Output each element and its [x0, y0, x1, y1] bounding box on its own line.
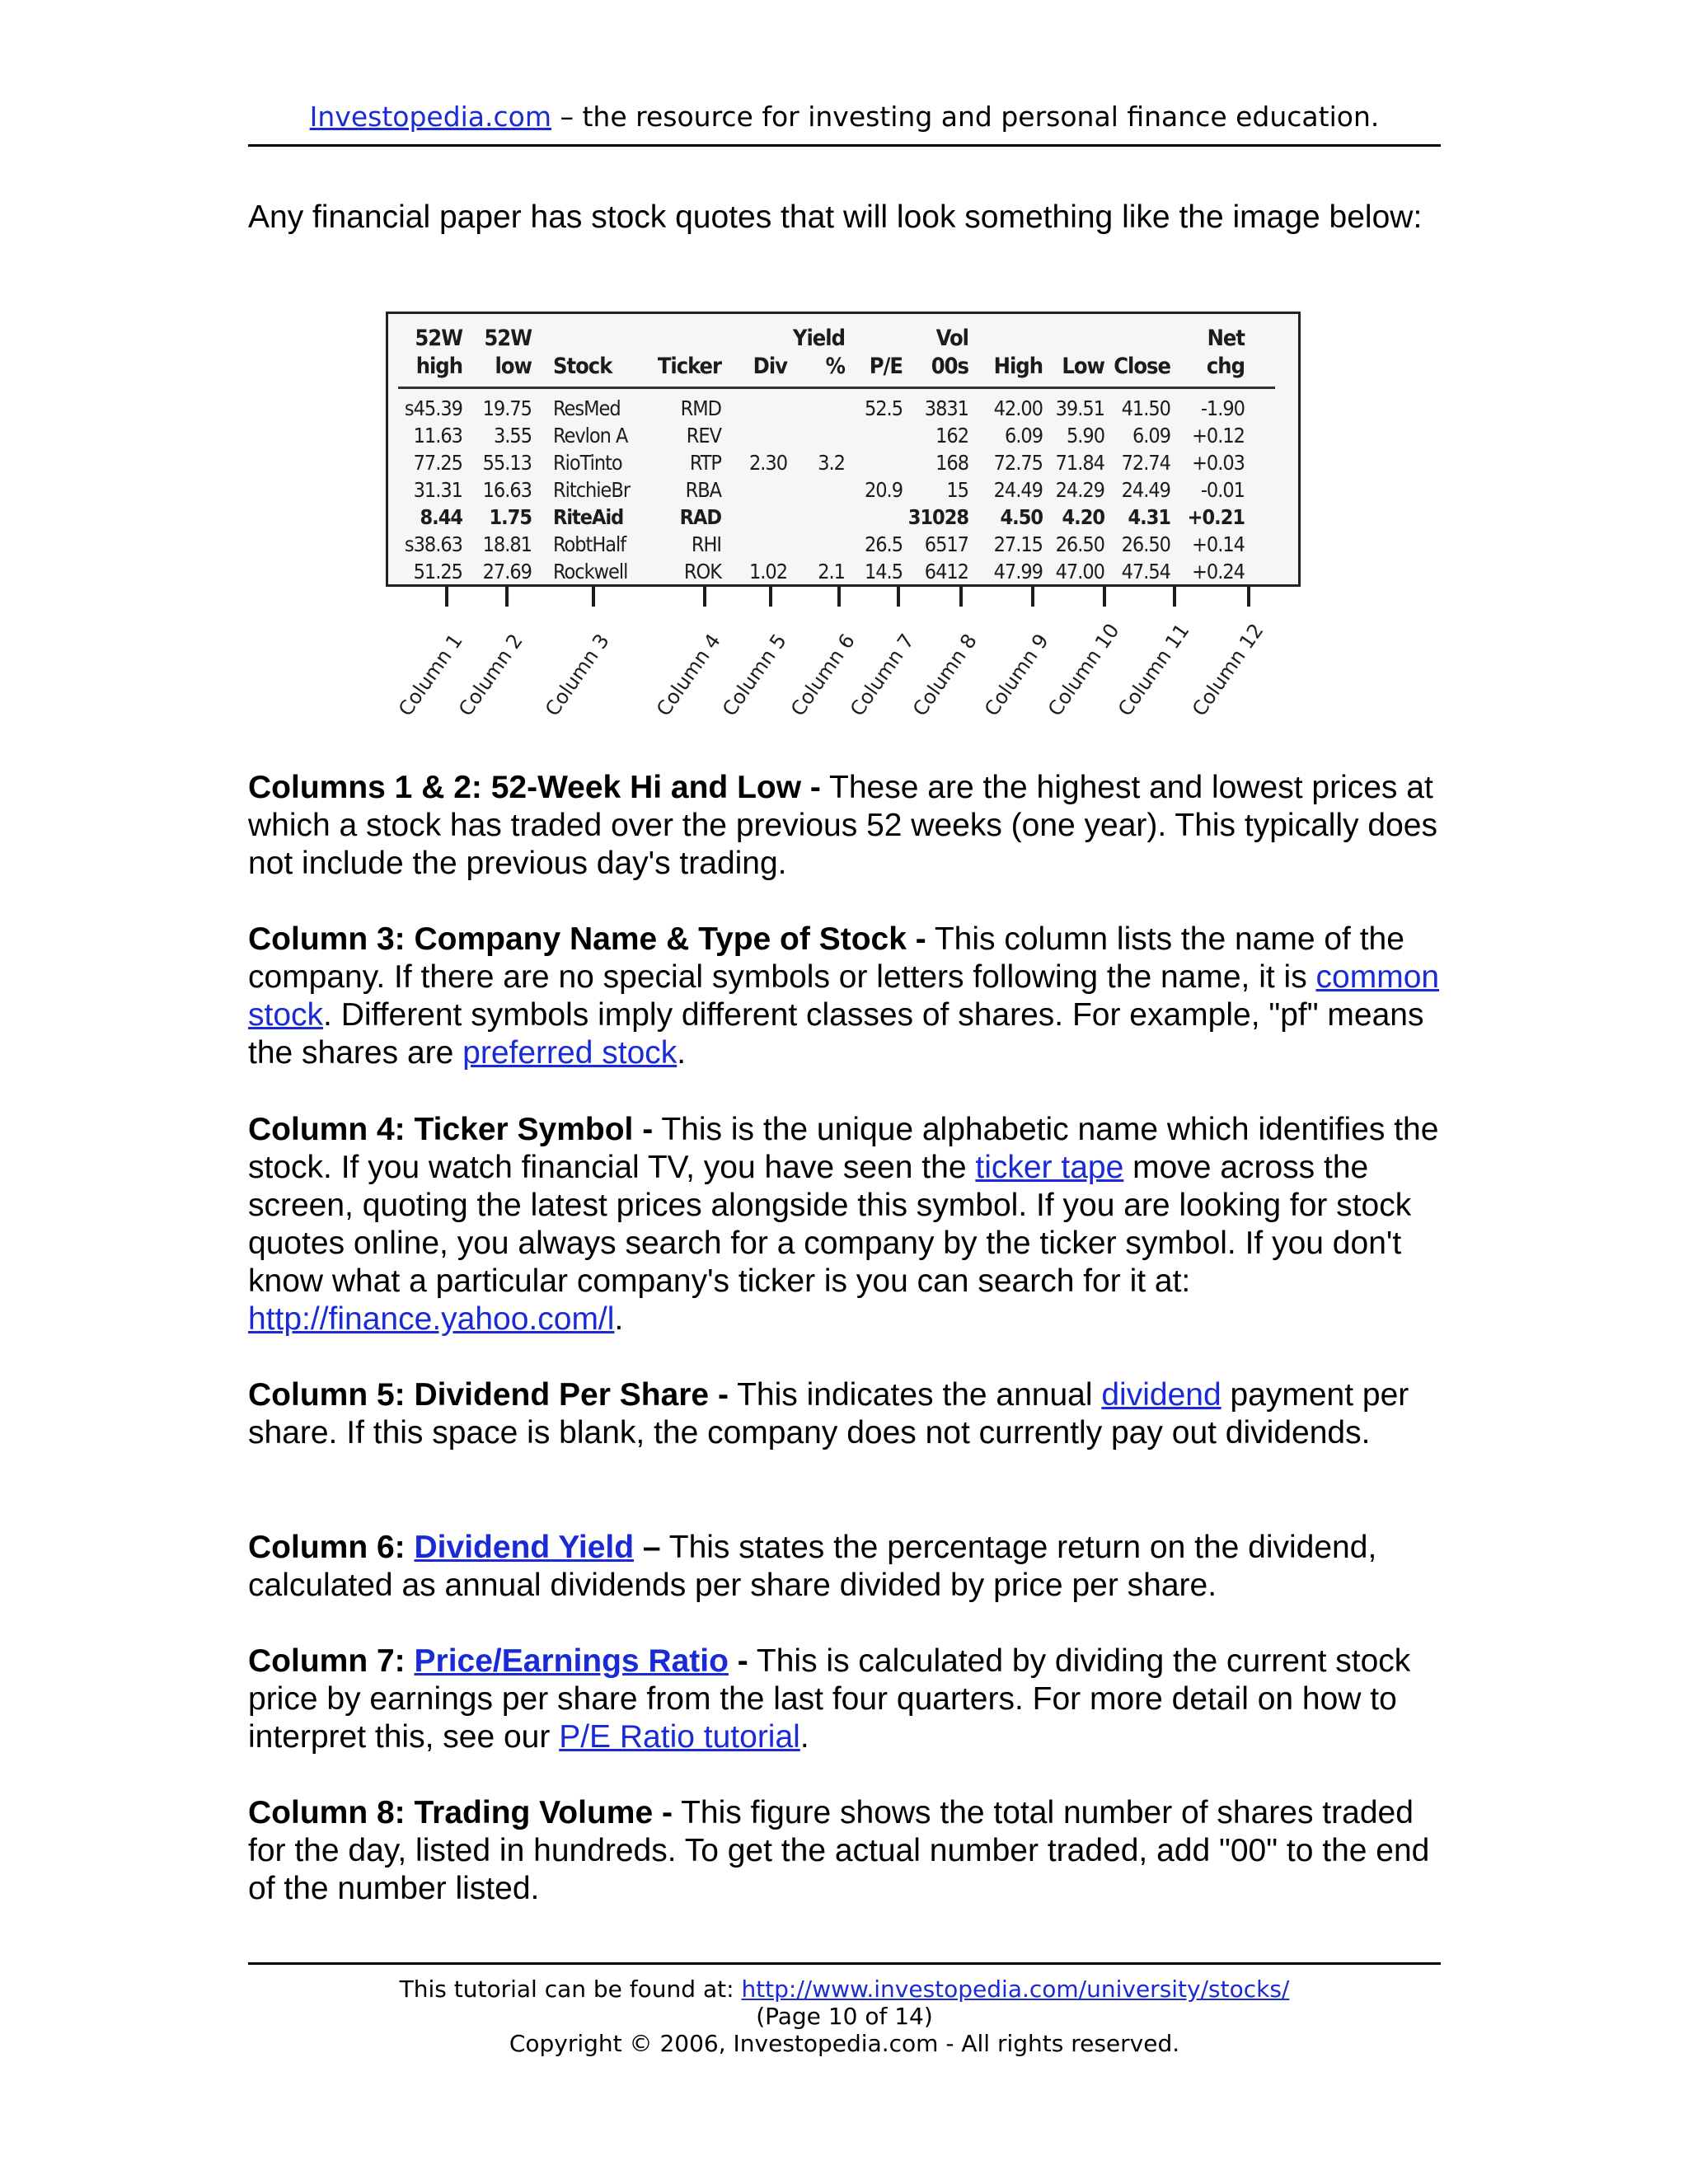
table-cell: Low [1062, 354, 1104, 379]
table-cell: 6.09 [1004, 424, 1043, 448]
stock-quote-figure [386, 312, 1301, 724]
section-title-suffix: - [728, 1643, 748, 1679]
table-cell: 47.00 [1055, 560, 1104, 583]
column-label: Column 4 [652, 629, 725, 721]
column-tick [592, 587, 595, 607]
table-cell: 1.02 [748, 560, 787, 583]
section-column-6 [248, 1529, 1443, 1605]
table-cell: RobtHalf [553, 532, 626, 556]
footer-rule [248, 1962, 1441, 1965]
table-cell: 47.54 [1121, 560, 1170, 583]
page-header [248, 97, 1441, 137]
table-cell: RioTinto [553, 451, 622, 475]
table-cell: Yield [792, 326, 845, 351]
table-cell: RAD [679, 505, 721, 529]
section-title: Column 3: Company Name & Type of Stock - [248, 921, 926, 957]
column-tick [703, 587, 706, 607]
copyright: Copyright © 2006, Investopedia.com - All rights reserved. [509, 2030, 1180, 2057]
table-cell: 72.75 [993, 451, 1043, 475]
section-column-3 [248, 921, 1443, 1072]
intro-text: Any financial paper has stock quotes that will look something like the image below: [248, 199, 1423, 235]
table-cell: 4.20 [1062, 505, 1104, 529]
column-tick [959, 587, 963, 607]
page-footer [248, 1975, 1441, 2057]
preferred-stock-link[interactable]: preferred stock [462, 1035, 678, 1071]
table-cell: +0.12 [1192, 424, 1245, 448]
table-cell: RMD [680, 396, 721, 420]
table-cell: High [993, 354, 1043, 379]
column-tick [769, 587, 772, 607]
section-text: move across the screen, quoting the latest prices alongside this symbol. If you are looking for stock quotes online, you always search for a company by the ticker symbol. If you don't know what a particular company's ticker is you can search for it at: [248, 1150, 1412, 1299]
page-number: (Page 10 of 14) [756, 2003, 933, 2030]
table-cell: Div [753, 354, 787, 379]
section-title [248, 1530, 661, 1565]
table-cell: 26.5 [864, 532, 903, 556]
yahoo-finance-link[interactable]: http://finance.yahoo.com/l [248, 1301, 615, 1337]
table-cell: low [495, 354, 532, 379]
section-title: Column 4: Ticker Symbol - [248, 1112, 654, 1147]
table-cell: RBA [685, 478, 721, 502]
section-text: This indicates the annual [728, 1377, 1102, 1413]
table-cell: 6517 [924, 532, 968, 556]
ticker-tape-link[interactable]: ticker tape [975, 1150, 1124, 1185]
table-cell: 162 [935, 424, 968, 448]
table-cell: 00s [931, 354, 968, 379]
table-cell: 24.49 [1121, 478, 1170, 502]
column-label: Column 9 [980, 629, 1053, 721]
footer-line-1 [248, 1975, 1441, 2003]
section-title: Column 5: Dividend Per Share - [248, 1377, 729, 1413]
table-cell: 52W [415, 326, 462, 351]
table-cell: 26.50 [1121, 532, 1170, 556]
table-cell: % [825, 354, 845, 379]
table-cell: 4.50 [1000, 505, 1043, 529]
table-cell: 31.31 [413, 478, 462, 502]
pe-ratio-tutorial-link[interactable]: P/E Ratio tutorial [559, 1719, 800, 1755]
stock-quote-table [386, 312, 1301, 587]
table-cell: 27.69 [482, 560, 532, 583]
table-cell: 11.63 [413, 424, 462, 448]
section-text: This is calculated by dividing the current stock price by earnings per share from the last four quarters. For more detail on how to interpret this, see our [248, 1643, 1411, 1755]
table-cell: 3.2 [818, 451, 845, 475]
column-tick [445, 587, 448, 607]
section-title: Column 8: Trading Volume - [248, 1795, 673, 1830]
table-cell: 6.09 [1132, 424, 1170, 448]
table-cell: P/E [869, 354, 903, 379]
table-cell: RiteAid [553, 505, 624, 529]
table-cell: 16.63 [482, 478, 532, 502]
table-cell: 77.25 [413, 451, 462, 475]
table-cell: RHI [691, 532, 721, 556]
column-tick [1247, 587, 1250, 607]
section-title-prefix: Column 7: [248, 1643, 415, 1679]
table-cell: 4.31 [1128, 505, 1170, 529]
table-cell: 52.5 [864, 396, 903, 420]
table-cell: 24.29 [1055, 478, 1104, 502]
pe-ratio-link[interactable]: Price/Earnings Ratio [414, 1643, 729, 1679]
column-label: Column 7 [846, 629, 919, 721]
table-cell: +0.24 [1192, 560, 1245, 583]
section-text: . [677, 1035, 687, 1071]
table-cell: s38.63 [404, 532, 462, 556]
section-title [248, 1643, 748, 1679]
column-label: Column 6 [786, 629, 860, 721]
table-cell: 19.75 [482, 396, 532, 420]
column-tick [505, 587, 509, 607]
section-title-suffix: – [634, 1530, 661, 1565]
column-label: Column 12 [1188, 619, 1268, 721]
table-cell: +0.21 [1187, 505, 1245, 529]
table-cell: RTP [689, 451, 721, 475]
tutorial-url-link[interactable]: http://www.investopedia.com/university/stocks/ [741, 1975, 1290, 2003]
dividend-link[interactable]: dividend [1101, 1377, 1221, 1413]
table-cell: s45.39 [404, 396, 462, 420]
table-cell: 39.51 [1055, 396, 1104, 420]
table-cell: 31028 [907, 505, 968, 529]
column-tick [1031, 587, 1034, 607]
column-label: Column 1 [394, 629, 467, 721]
table-cell: REV [686, 424, 721, 448]
section-text: . [614, 1301, 624, 1337]
section-text: payment per share. If this space is blank, the company does not currently pay out dividends. [248, 1377, 1409, 1451]
table-cell: 24.49 [993, 478, 1043, 502]
table-cell: 41.50 [1121, 396, 1170, 420]
table-cell: -0.01 [1200, 478, 1245, 502]
column-tick [1103, 587, 1106, 607]
table-cell: 72.74 [1121, 451, 1170, 475]
table-cell: Rockwell [553, 560, 628, 583]
table-cell: -1.90 [1200, 396, 1245, 420]
column-tick [1173, 587, 1176, 607]
section-title-prefix: Column 6: [248, 1530, 415, 1565]
common-stock-link[interactable]: common stock [248, 959, 1440, 1033]
table-cell: 20.9 [864, 478, 903, 502]
table-cell: RitchieBr [553, 478, 631, 502]
dividend-yield-link[interactable]: Dividend Yield [414, 1530, 635, 1565]
column-label: Column 10 [1043, 619, 1124, 721]
column-label: Column 3 [541, 629, 614, 721]
table-cell: Close [1114, 354, 1170, 379]
table-cell: chg [1206, 354, 1245, 379]
header-rule [248, 144, 1441, 147]
section-text: . [799, 1719, 809, 1755]
section-column-8 [248, 1794, 1443, 1908]
table-cell: 2.30 [748, 451, 787, 475]
table-cell: 26.50 [1055, 532, 1104, 556]
table-cell: Vol [935, 326, 968, 351]
section-columns-1-2 [248, 769, 1443, 883]
section-text: This column lists the name of the company. If there are no special symbols or letters following the name, it is [248, 921, 1404, 995]
table-cell: 5.90 [1066, 424, 1104, 448]
table-cell: 47.99 [993, 560, 1043, 583]
table-cell: ROK [683, 560, 721, 583]
table-cell: 2.1 [818, 560, 845, 583]
table-cell: 55.13 [482, 451, 532, 475]
column-label: Column 2 [454, 629, 528, 721]
table-cell: 42.00 [993, 396, 1043, 420]
section-column-4 [248, 1111, 1443, 1338]
table-cell: +0.14 [1192, 532, 1245, 556]
table-cell: 15 [946, 478, 968, 502]
table-cell: Revlon A [553, 424, 628, 448]
section-text: This figure shows the total number of shares traded for the day, listed in hundreds. To get the actual number traded, add "00" to the end of the number listed. [248, 1795, 1430, 1906]
table-cell: 3831 [924, 396, 968, 420]
section-text: This is the unique alphabetic name which identifies the stock. If you watch financial TV, you have seen the [248, 1112, 1439, 1185]
table-cell: high [415, 354, 462, 379]
column-tick [837, 587, 841, 607]
table-cell: 27.15 [993, 532, 1043, 556]
section-text: . Different symbols imply different classes of shares. For example, "pf" means the shares are [248, 997, 1424, 1071]
table-cell: 8.44 [420, 505, 462, 529]
table-cell: 168 [935, 451, 968, 475]
table-cell: 3.55 [493, 424, 532, 448]
table-cell: 1.75 [489, 505, 532, 529]
investopedia-link[interactable]: Investopedia.com [309, 101, 551, 133]
table-cell: 14.5 [864, 560, 903, 583]
table-cell: 71.84 [1055, 451, 1104, 475]
section-column-7 [248, 1643, 1443, 1756]
table-cell: Net [1207, 326, 1245, 351]
column-label: Column 11 [1114, 619, 1194, 721]
footer-prefix: This tutorial can be found at: [399, 1975, 742, 2003]
section-text: These are the highest and lowest prices at which a stock has traded over the previous 52 weeks (one year). This typically does not include the previous day's trading. [248, 770, 1437, 881]
table-cell: +0.03 [1192, 451, 1245, 475]
column-label: Column 8 [908, 629, 982, 721]
table-cell: 6412 [924, 560, 968, 583]
column-tick [897, 587, 900, 607]
table-cell: ResMed [553, 396, 621, 420]
table-cell: 52W [484, 326, 532, 351]
table-cell: 51.25 [413, 560, 462, 583]
table-cell: Stock [553, 354, 612, 379]
table-cell: 18.81 [482, 532, 532, 556]
table-cell: Ticker [657, 354, 721, 379]
column-label: Column 5 [718, 629, 791, 721]
section-title: Columns 1 & 2: 52-Week Hi and Low - [248, 770, 821, 805]
table-header-rule [398, 387, 1275, 389]
header-tagline: – the resource for investing and personal finance education. [551, 101, 1380, 133]
section-text: This states the percentage return on the dividend, calculated as annual dividends per share divided by price per share. [248, 1530, 1377, 1603]
section-column-5 [248, 1376, 1443, 1452]
